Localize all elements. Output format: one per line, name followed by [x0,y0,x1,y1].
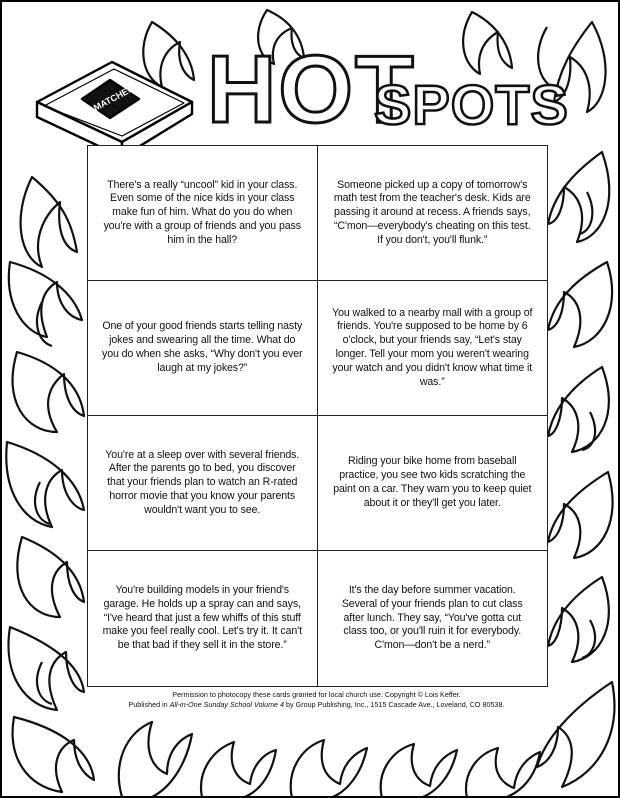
flame-bottom-2 [201,742,276,798]
card [318,551,548,686]
card [88,281,318,416]
card-text: You walked to a nearby mall with a group of friends. You're supposed to be home by 6 o'clock, but your friends say, “Let's stay longer. Tell your mom you weren't wearing your watch and you didn't know what time it was.” [332,306,533,388]
card-text: One of your good friends starts telling nasty jokes and swearing all the time. What do you do when she asks, “Why don't you ever laugh at my jokes?” [102,320,303,374]
title-spots: SPOTS [374,73,569,136]
book-title: All-in-One Sunday School Volume 4 [169,699,285,709]
flame-bottom-4 [381,744,457,798]
flame-left-inner-1 [37,302,52,346]
flame-right-5 [548,472,613,558]
flame-right-7 [537,682,614,787]
flame-left-7 [13,717,94,792]
flame-left-3 [13,352,84,432]
flame-left-1 [21,177,77,267]
card [88,551,318,686]
hotspots-title [2,2,620,152]
flame-left-5 [17,537,84,617]
matchbox-label: MATCHES [91,83,136,113]
copyright-footer [87,690,546,709]
publisher-line [87,700,546,710]
card [318,416,548,551]
flame-right-3 [548,262,612,347]
card-text: You're building models in your friend's garage. He holds up a spray can and says, “I've heard that just a few whiffs of this stuff make you feel really cool. Let's try it. It can't be that bad if they sell it in the store.” [102,584,302,652]
card-grid [87,145,548,687]
card [88,146,318,281]
flame-left-6 [8,627,84,710]
title-hot: HOT [207,36,416,143]
flame-right-4 [548,367,609,452]
card-text: You're at a sleep over with several friends. After the parents go to bed, you discover that your friends plan to watch an R-rated horror movie that you know your parents wouldn't want you to see. [105,448,300,516]
flame-bottom-5 [466,748,540,798]
card [318,281,548,416]
publisher-prefix: Published in [128,699,170,709]
flame-bottom-1 [119,722,192,797]
permission-line: Permission to photocopy these cards granted for local church use. Copyright © Lois Keffer. [172,690,461,699]
card-text: Riding your bike home from baseball practice, you see two kids scratching the paint on a car. They warn you to keep quiet about it or they'll get you later. [333,455,532,509]
card [88,416,318,551]
card-text: Someone picked up a copy of tomorrow's math test from the teacher's desk. Kids are passing it around at recess. A friends says, “C'mon—everybody's cheating on this test. If you don't, you'll flunk.” [333,178,531,246]
card-text: It's the day before summer vacation. Several of your friends plan to cut class after lunch. They say, “You've gotta cut class too, or you'll ruin it for everybody. C'mon—don't be a nerd.” [341,584,523,652]
flame-right-2 [548,152,609,242]
flame-right-6 [548,577,609,662]
card [318,146,548,281]
publisher-suffix: by Group Publishing, Inc., 1515 Cascade Ave., Loveland, CO 80538. [284,699,505,709]
flame-left-2 [9,262,82,337]
flame-left-4 [6,442,84,527]
card-text: There's a really “uncool” kid in your class. Even some of the nice kids in your class make fun of him. What do you do when you're with a group of friends and you pass him in the hall? [103,178,301,246]
flame-bottom-3 [291,740,367,798]
